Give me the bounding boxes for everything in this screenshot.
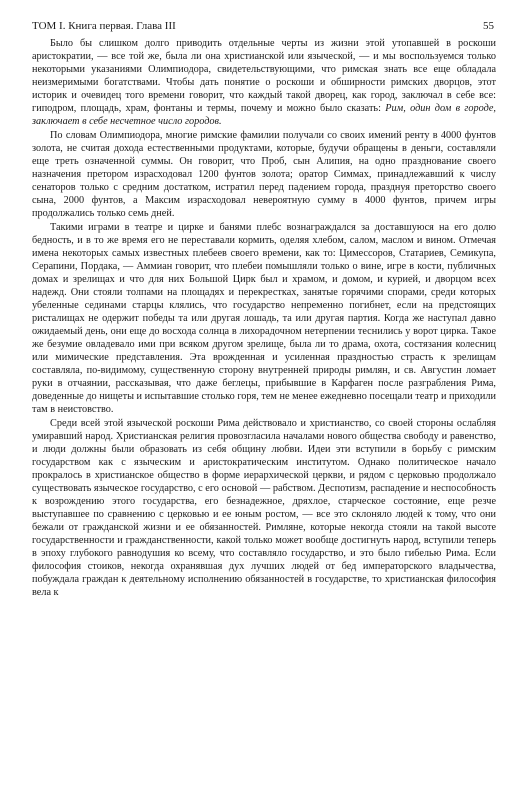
paragraph-1-italic-quote: Рим, один дом в городе, заключает в себе несчетное число городов.: [32, 103, 496, 127]
running-head: [32, 20, 494, 32]
running-head-title: ТОМ I. Книга первая. Глава III: [32, 20, 176, 32]
paragraph-1-text: Было бы слишком долго приводить отдельные черты из жизни этой утопавшей в роскоши аристократии, — все той же, была ли она христианской или языческой, — и мы воспользуемся только некоторыми указаниями Олимпиодора, свидетельствующими, что римская знать все еще обладала неизмеримыми богатствами. Чтобы дать понятие о роскоши и обширности римских дворцов, этот историк и очевидец того времени говорит, что каждый такой дворец, как город, заключал в себе все: гиподром, площадь, храм, фонтаны и термы, почему и можно было сказать:: [32, 38, 496, 114]
paragraph-1: [32, 37, 496, 128]
paragraph-4: Среди всей этой языческой роскоши Рима действовало и христианство, со своей стороны ослабляя умиравший народ. Христианская религия провозгласила началами нового общества свободу и равенство, и люди должны были образовать из себя общину любви. Идеи эти вступили в борьбу с римским государством как с языческим и аристократическим институтом. Однако политическое начало прокралось в христианское общество в форме иерархической церкви, и рядом с церковью продолжало существовать языческое государство, с его основой — рабством. Деспотизм, распадение и неспособность к возрождению этого государства, его безнадежное, дряхлое, старческое состояние, еще резче выступавшее по сравнению с церковью и ее юным ростом, — все это склоняло людей к тому, что они бежали от гражданской жизни и ее обязанностей. Римляне, которые некогда стояли на такой высоте государственности и гражданственности, какой только может вообще достигнуть народ, вступили теперь в эпоху глубокого равнодушия ко всему, что составляло государство, и это было гибелью Рима. Если философия стоиков, некогда охранявшая дух лучших людей от бед императорского владычества, побуждала граждан к деятельному исполнению обязанностей в государстве, то христианская философия вела к: [32, 418, 496, 598]
paragraph-2: По словам Олимпиодора, многие римские фамилии получали со своих имений ренту в 4000 фунтов золота, не считая дохода естественными продуктами, которые, будучи обращены в деньги, составляли еще треть означенной суммы. Он говорит, что Проб, сын Алипия, на одно празднование своего назначения претором израсходовал 1200 фунтов золота; оратор Симмах, принадлежавший к числу сенаторов только с средним достатком, истратил перед падением города, празднуя преторство своего сына, 2000 фунтов, а Максим израсходовал невероятную сумму в 4000 фунтов, причем игры продолжались только семь дней.: [32, 130, 496, 219]
paragraph-3: Такими играми в театре и цирке и банями плебс вознаграждался за доставшуюся на его долю бедность, и в то же время его не переставали кормить, оделяя хлебом, салом, маслом и вином. Отмечая имена некоторых самых известных плебеев своего времени, как то: Цимессоров, Статариев, Семикупа, Серапини, Пордака, — Аммиан говорит, что плебеи помышляли только о вине, игре в кости, публичных домах и зрелищах и что для них Большой Цирк был и храмом, и домом, и курией, и дворцом всех надежд. Они стояли толпами на площадях и перекрестках, занятые горячими спорами, среди которых убеленные сединами старцы клялись, что государство непременно погибнет, если на предстоящих ристалищах не одержит победы та или другая лошадь, та или другая партия. Когда же наступал давно ожидаемый день, они еще до восхода солнца в лихорадочном нетерпении теснились у ворот цирка. Такое же безумие овладевало ими при всяком другом зрелище, была ли то драма, охота, состязания колесниц или мимические представления. Эта врожденная и усиленная праздностью страсть к зрелищам составляла, по-видимому, существенную сторону внутренней природы римлян, и св. Августин ломает руки в отчаянии, рассказывая, что даже беглецы, прибывшие в Карфаген после разграбления Рима, доведенные до нищеты и испытавшие столько горя, тем не менее ежедневно посещали театр и приходили там в неистовство.: [32, 222, 496, 415]
page-number: 55: [483, 20, 494, 32]
page-body-text: [32, 37, 496, 599]
